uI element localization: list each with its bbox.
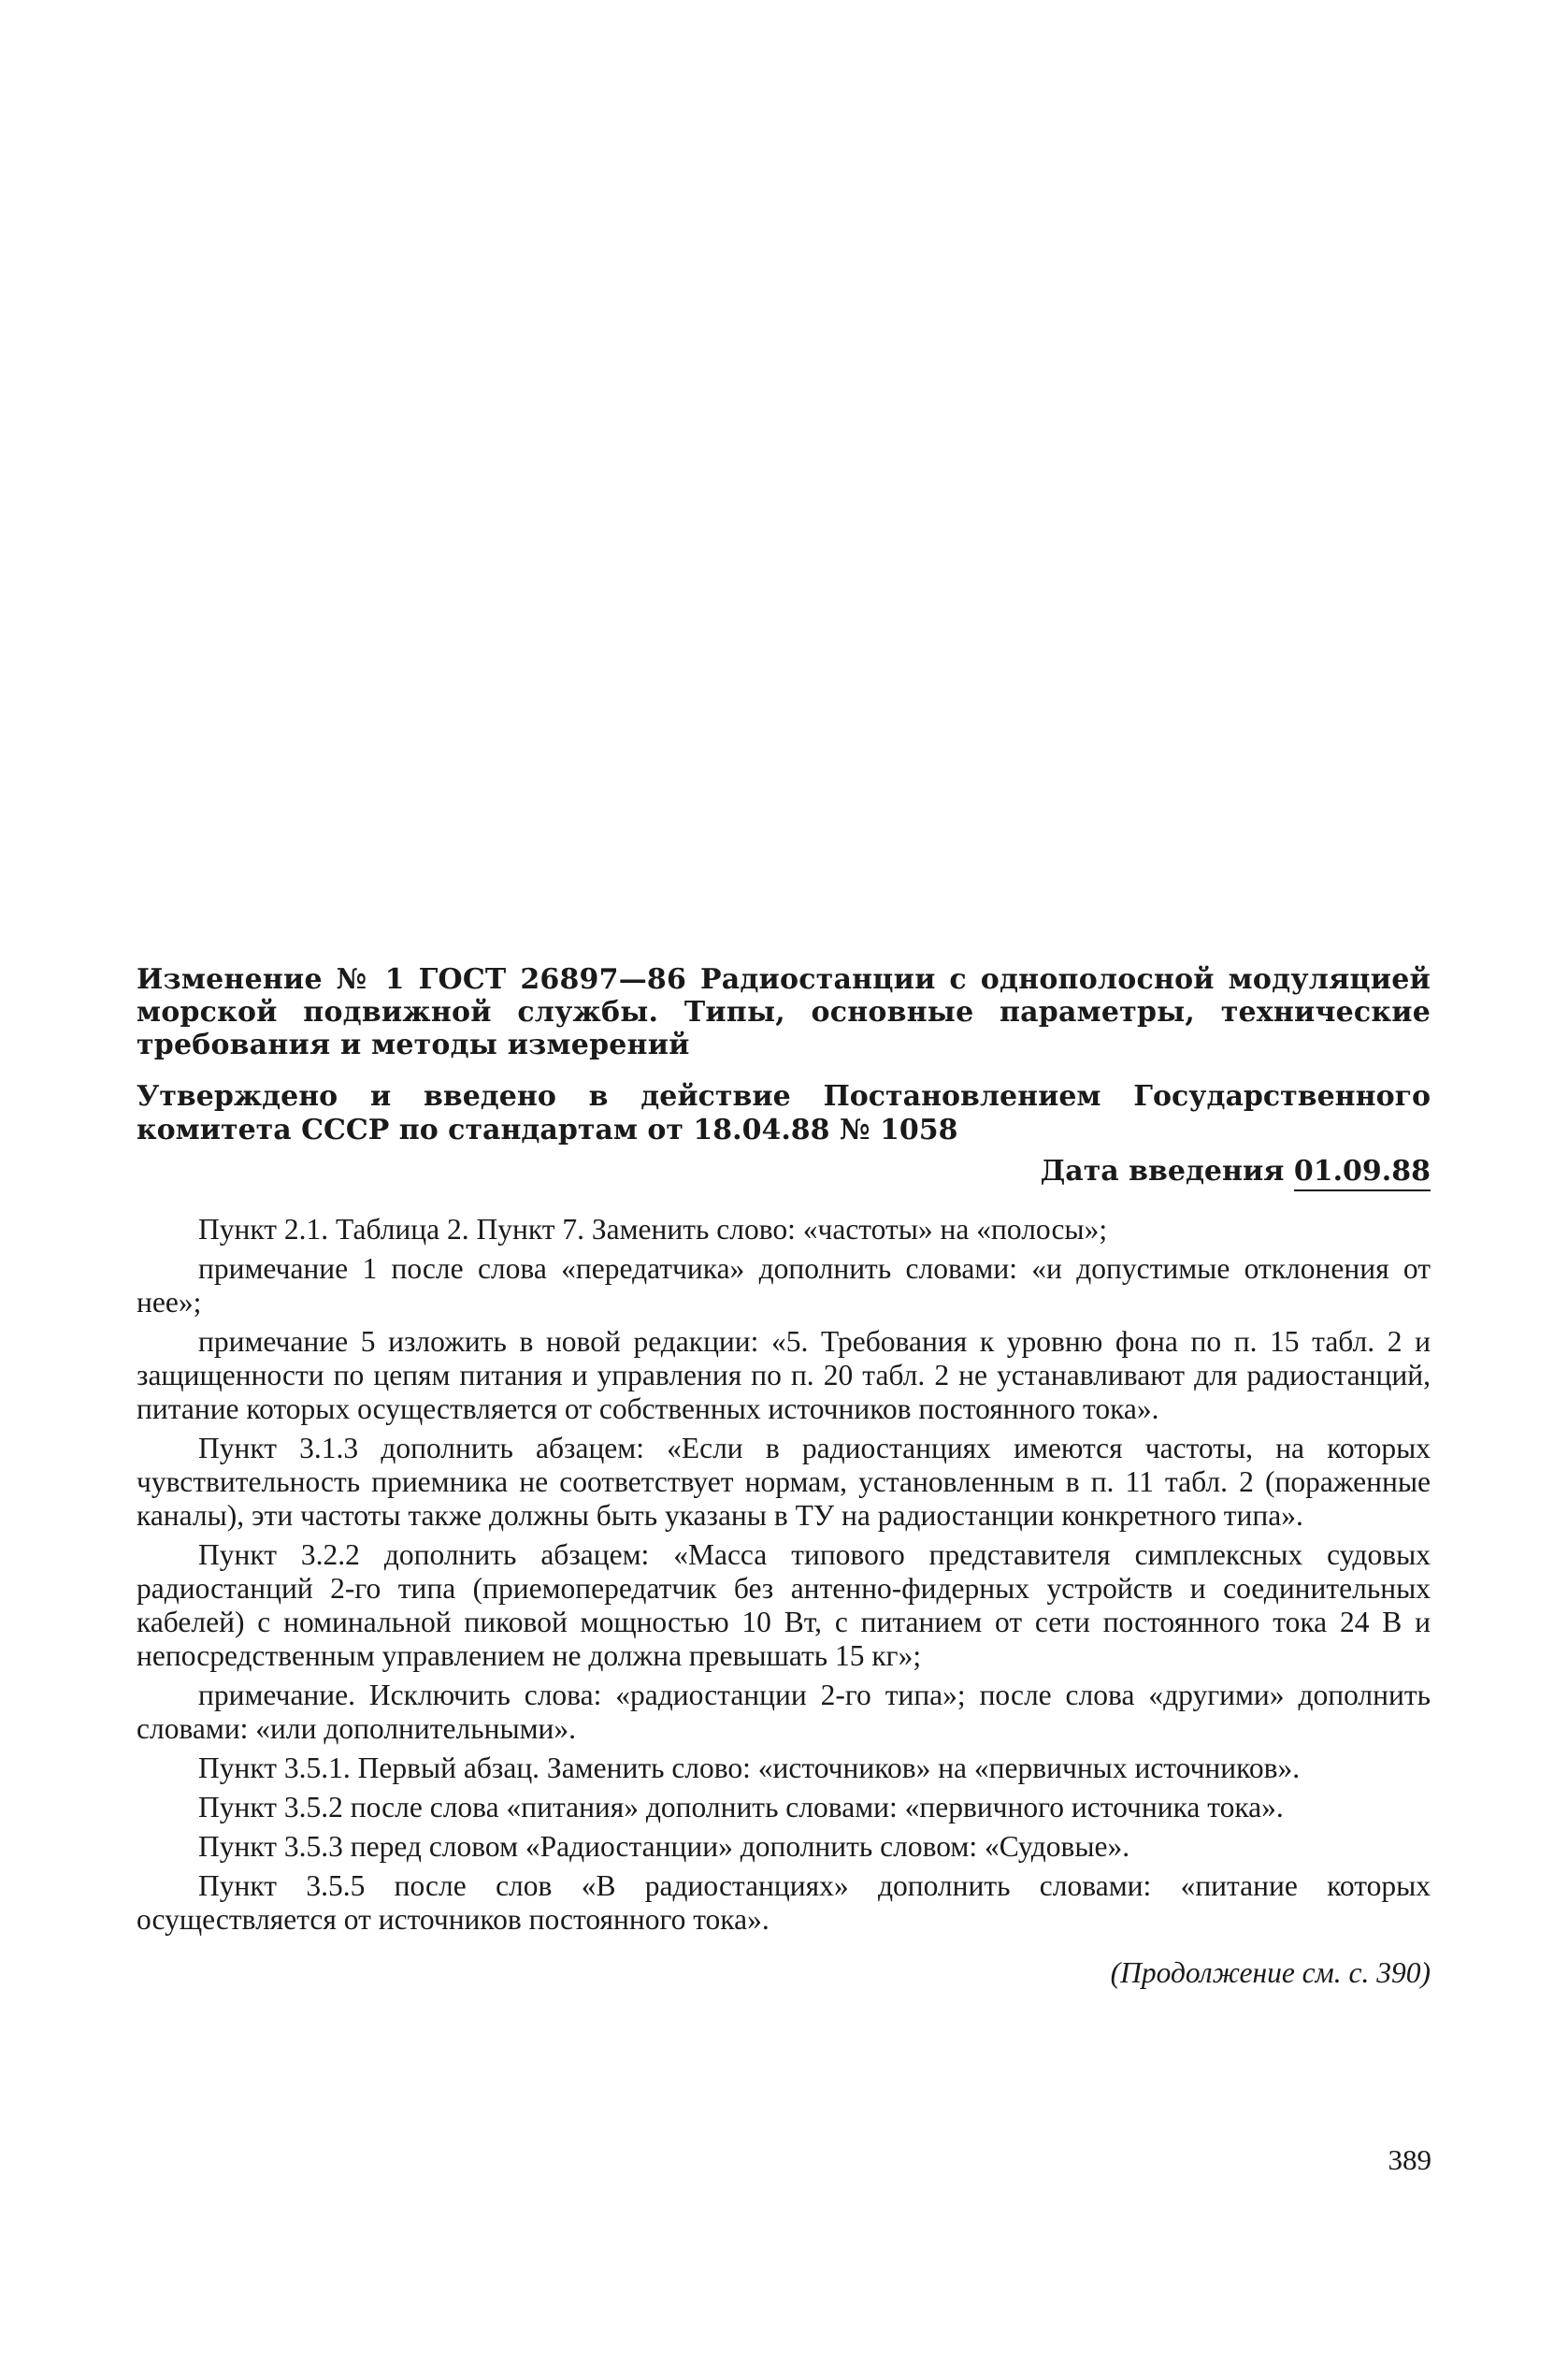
paragraph: Пункт 2.1. Таблица 2. Пункт 7. Заменить слово: «частоты» на «полосы»; — [198, 1213, 1108, 1246]
paragraph: Пункт 3.1.3 дополнить абзацем: «Если в радиостанциях имеются частоты, на которых чувствительность приемника не соответствует нормам, установленным в п. 11 табл. 2 (пораженные каналы), эти частоты также должны быть указаны в ТУ на радиостанции конкретного типа». — [137, 1432, 1431, 1532]
document-content — [137, 963, 1431, 1991]
document-heading: Изменение № 1 ГОСТ 26897—86 Радиостанции с однополосной модуляцией морской подвижной службы. Типы, основные параметры, технические требования и методы измерений — [137, 963, 1431, 1061]
paragraph: Пункт 3.5.3 перед словом «Радиостанции» дополнить словом: «Судовые». — [198, 1830, 1130, 1863]
paragraph: примечание 1 после слова «передатчика» дополнить словами: «и допустимые отклонения от нее»; — [137, 1252, 1431, 1319]
paragraph: Пункт 3.2.2 дополнить абзацем: «Масса типового представителя симплексных судовых радиостанций 2-го типа (приемопередатчик без антенно-фидерных устройств и соединительных кабелей) с номинальной пиковой мощностью 10 Вт, с питанием от сети постоянного тока 24 В и непосредственным управлением не должна превышать 15 кг»; — [137, 1538, 1431, 1672]
effective-date-label: Дата введения — [1040, 1155, 1285, 1188]
paragraph: Пункт 3.5.5 после слов «В радиостанциях» дополнить словами: «питание которых осуществляется от источников постоянного тока». — [137, 1869, 1431, 1936]
paragraph: примечание 5 изложить в новой редакции: «5. Требования к уровню фона по п. 15 табл. 2 и защищенности по цепям питания и управления по п. 20 табл. 2 не устанавливают для радиостанций, питание которых осуществляется от собственных источников постоянного тока». — [137, 1325, 1431, 1425]
effective-date — [137, 1155, 1431, 1189]
paragraph: Пункт 3.5.2 после слова «питания» дополнить словами: «первичного источника тока». — [198, 1791, 1284, 1823]
paragraph: Пункт 3.5.1. Первый абзац. Заменить слово: «источников» на «первичных источников». — [198, 1751, 1301, 1784]
paragraph: примечание. Исключить слова: «радиостанции 2-го типа»; после слова «другими» дополнить словами: «или дополнительными». — [137, 1679, 1431, 1745]
approval-statement: Утверждено и введено в действие Постановлением Государственного комитета СССР по стандартам от 18.04.88 № 1058 — [137, 1080, 1431, 1146]
continuation-note: (Продолжение см. с. 390) — [1110, 1956, 1431, 1989]
amendment-body — [137, 1213, 1431, 1937]
page-number: 389 — [1388, 2143, 1431, 2176]
effective-date-value: 01.09.88 — [1294, 1155, 1431, 1191]
